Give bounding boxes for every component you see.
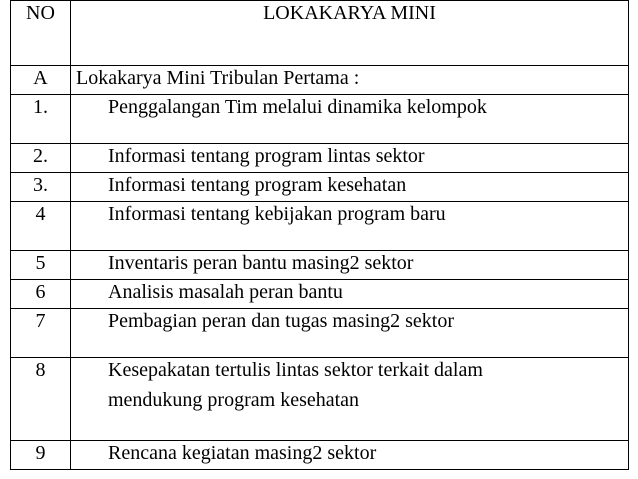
row-number: 3. — [11, 173, 71, 202]
table-row — [11, 358, 629, 441]
section-code: A — [11, 66, 71, 95]
table-row — [11, 95, 629, 144]
row-activity-line: Kesepakatan tertulis lintas sektor terkait dalam — [108, 359, 483, 381]
row-number: 6 — [11, 280, 71, 309]
workshop-table — [10, 0, 629, 470]
row-activity: Inventaris peran bantu masing2 sektor — [71, 251, 629, 280]
header-no: NO — [11, 1, 71, 66]
row-activity — [71, 358, 629, 441]
row-activity: Informasi tentang program lintas sektor — [71, 144, 629, 173]
table-row — [11, 441, 629, 470]
row-activity: Penggalangan Tim melalui dinamika kelompok — [71, 95, 629, 144]
table-header-row — [11, 1, 629, 66]
row-activity: Analisis masalah peran bantu — [71, 280, 629, 309]
table-row — [11, 144, 629, 173]
row-number: 7 — [11, 309, 71, 358]
row-activity: Rencana kegiatan masing2 sektor — [71, 441, 629, 470]
row-activity: Informasi tentang kebijakan program baru — [71, 202, 629, 251]
row-number: 5 — [11, 251, 71, 280]
table-row — [11, 173, 629, 202]
row-number: 8 — [11, 358, 71, 441]
table-row — [11, 280, 629, 309]
header-title: LOKAKARYA MINI — [71, 1, 629, 66]
row-number: 9 — [11, 441, 71, 470]
table-row — [11, 251, 629, 280]
section-row — [11, 66, 629, 95]
row-number: 2. — [11, 144, 71, 173]
table-row — [11, 309, 629, 358]
row-activity: Informasi tentang program kesehatan — [71, 173, 629, 202]
row-number: 4 — [11, 202, 71, 251]
row-activity: Pembagian peran dan tugas masing2 sektor — [71, 309, 629, 358]
section-title: Lokakarya Mini Tribulan Pertama : — [71, 66, 629, 95]
row-activity-line: mendukung program kesehatan — [108, 389, 360, 411]
row-number: 1. — [11, 95, 71, 144]
table-row — [11, 202, 629, 251]
